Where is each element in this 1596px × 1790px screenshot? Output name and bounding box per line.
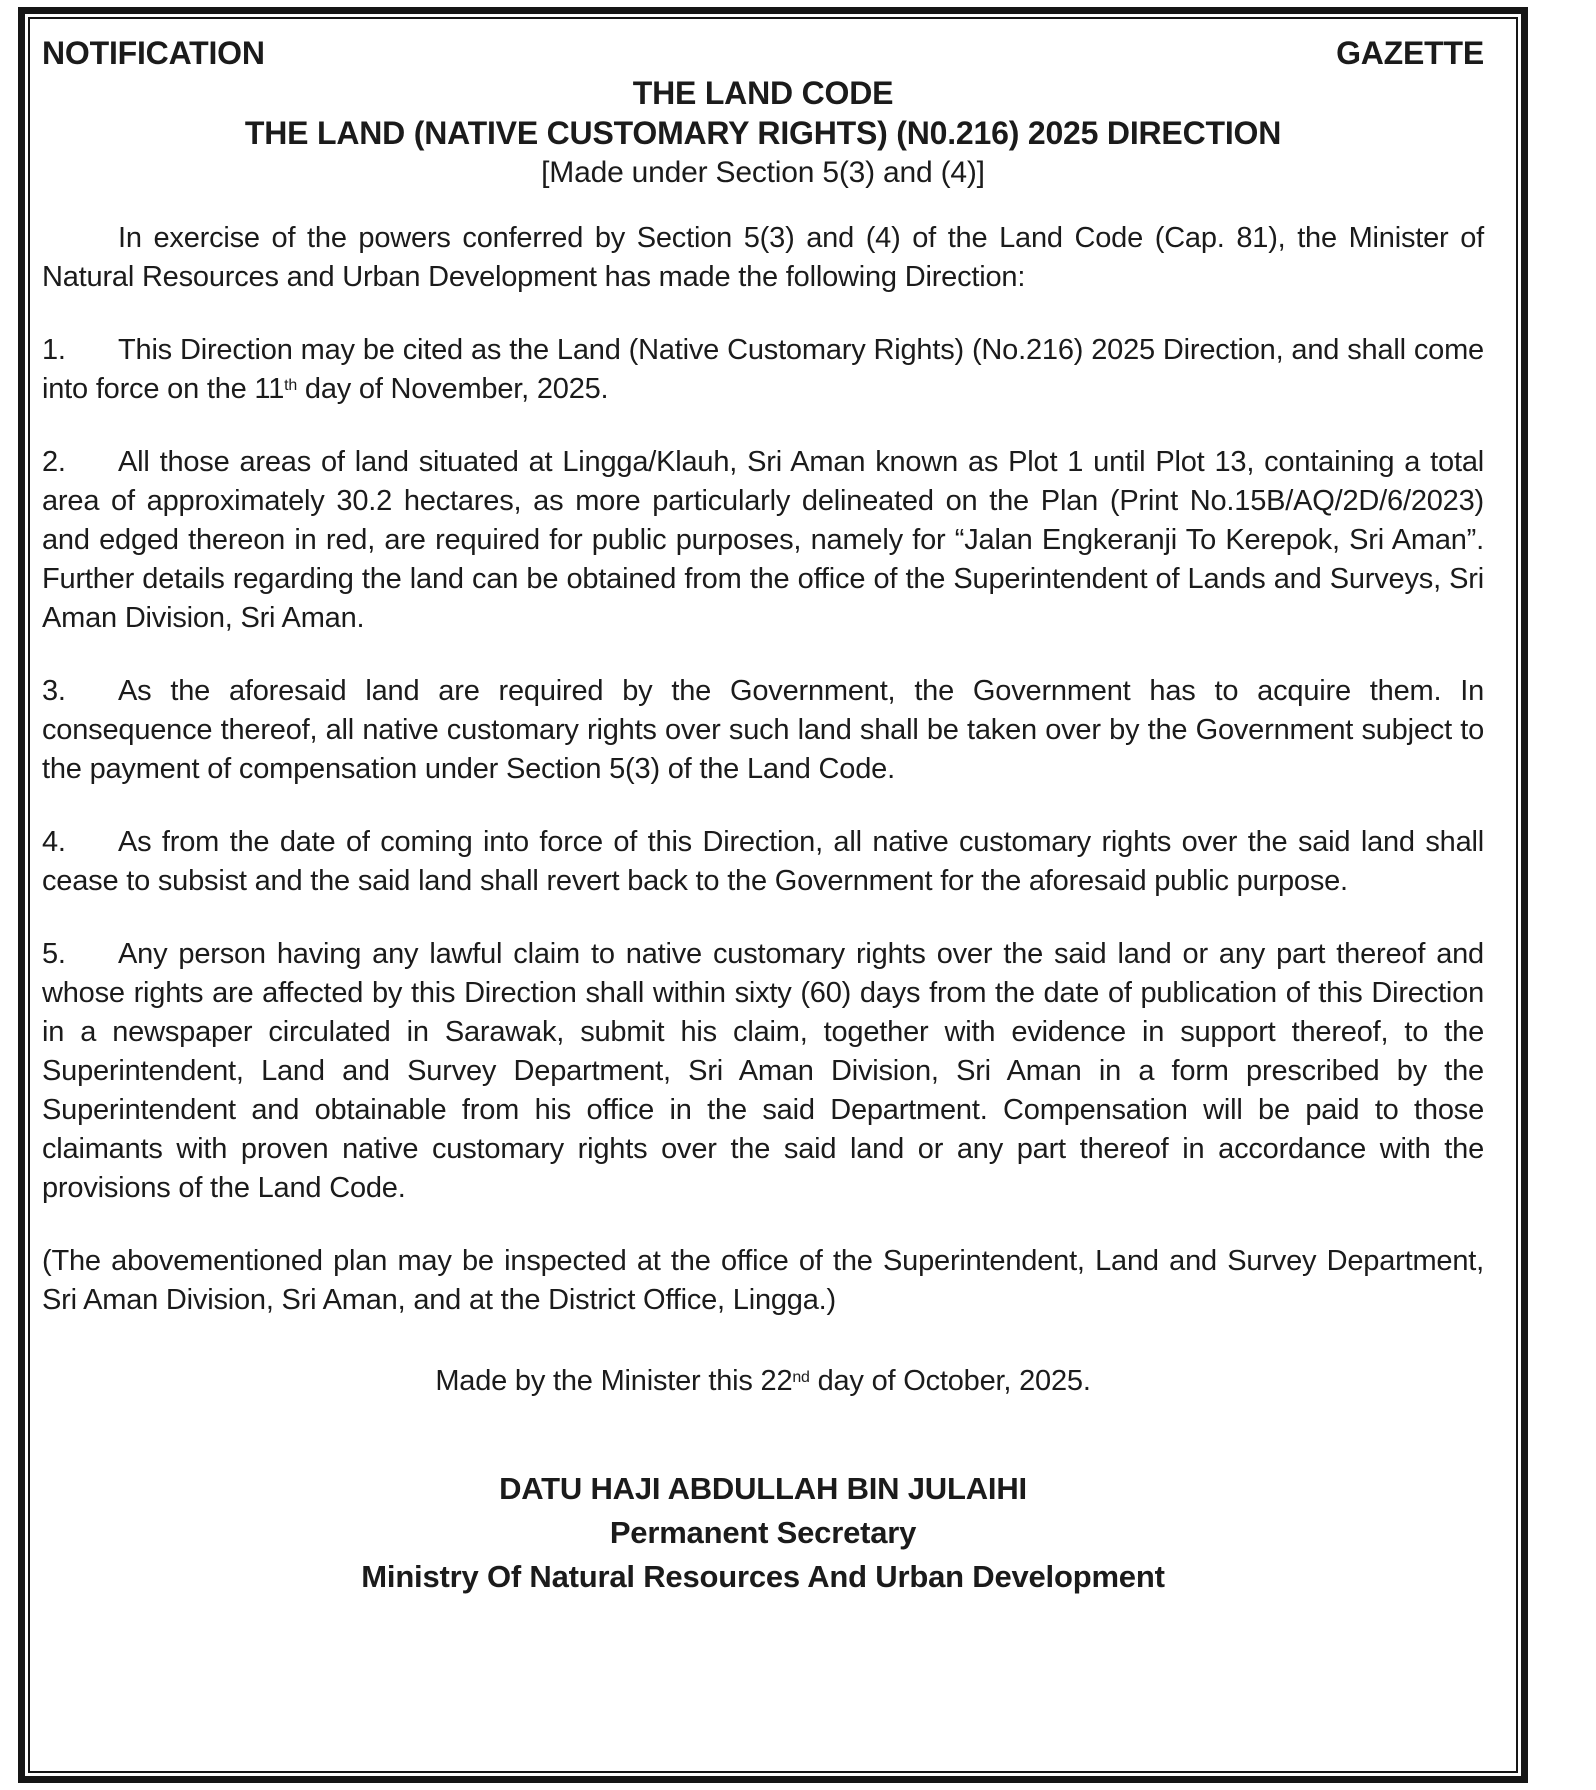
- numbered-paragraph: 2. All those areas of land situated at Lingga/Klauh, Sri Aman known as Plot 1 until Plot 13, containing a total area of approximately 30.2 hectares, as more particularly delineated on the Plan (Print No.15B/AQ/2D/6/2023) and edged thereon in red, are required for public purposes, namely for “Jalan Engkeranji To Kerepok, Sri Aman”. Further details regarding the land can be obtained from the office of the Superintendent of Lands and Surveys, Sri Aman Division, Sri Aman.: [42, 443, 1484, 638]
- signatory-title: Permanent Secretary: [609, 1515, 917, 1550]
- title-made-under-section: [Made under Section 5(3) and (4)]: [541, 156, 985, 189]
- ordinal-superscript: th: [284, 377, 298, 395]
- header-notification-label: NOTIFICATION: [42, 35, 265, 71]
- paragraph-number: 4.: [42, 826, 66, 858]
- made-by-line: Made by the Minister this 22nd day of October, 2025.: [435, 1365, 1091, 1397]
- signatory-ministry: Ministry Of Natural Resources And Urban Development: [361, 1559, 1165, 1594]
- signature-block: [42, 1467, 1484, 1599]
- numbered-paragraph: 3. As the aforesaid land are required by the Government, the Government has to acquire them. In consequence thereof, all native customary rights over such land shall be taken over by the Government subject to the payment of compensation under Section 5(3) of the Land Code.: [42, 672, 1484, 789]
- title-direction: THE LAND (NATIVE CUSTOMARY RIGHTS) (N0.216) 2025 DIRECTION: [244, 115, 1282, 151]
- numbered-paragraph: 1. This Direction may be cited as the Land (Native Customary Rights) (No.216) 2025 Direction, and shall come into force on the 11th day of November, 2025.: [42, 331, 1484, 409]
- paragraph-number: 2.: [42, 446, 66, 478]
- paragraph-number: 1.: [42, 334, 66, 366]
- document-border-inner: [28, 17, 1518, 1773]
- title-land-code: THE LAND CODE: [632, 75, 894, 111]
- paragraph-number: 5.: [42, 938, 66, 970]
- notice-content: [30, 19, 1516, 1771]
- numbered-paragraph: 5. Any person having any lawful claim to native customary rights over the said land or any part thereof and whose rights are affected by this Direction shall within sixty (60) days from the date of publication of this Direction in a newspaper circulated in Sarawak, submit his claim, together with evidence in support thereof, to the Superintendent, Land and Survey Department, Sri Aman Division, Sri Aman in a form prescribed by the Superintendent and obtainable from his office in the said Department. Compensation will be paid to those claimants with proven native customary rights over the said land or any part thereof in accordance with the provisions of the Land Code.: [42, 935, 1484, 1208]
- paragraph-number: 3.: [42, 675, 66, 707]
- ordinal-superscript: nd: [792, 1369, 810, 1387]
- title-block: [42, 73, 1484, 193]
- document-border-outer: [18, 7, 1528, 1783]
- numbered-paragraphs: [42, 331, 1484, 1208]
- header-gazette-label: GAZETTE: [1336, 35, 1484, 71]
- plan-inspection-note: (The abovementioned plan may be inspected at the office of the Superintendent, Land and Survey Department, Sri Aman Division, Sri Aman, and at the District Office, Lingga.): [42, 1245, 1484, 1316]
- signatory-name: DATU HAJI ABDULLAH BIN JULAIHI: [499, 1471, 1027, 1506]
- intro-paragraph: In exercise of the powers conferred by Section 5(3) and (4) of the Land Code (Cap. 81), the Minister of Natural Resources and Urban Development has made the following Direction:: [42, 222, 1484, 293]
- header-row: [42, 33, 1484, 73]
- numbered-paragraph: 4. As from the date of coming into force of this Direction, all native customary rights over the said land shall cease to subsist and the said land shall revert back to the Government for the aforesaid public purpose.: [42, 823, 1484, 901]
